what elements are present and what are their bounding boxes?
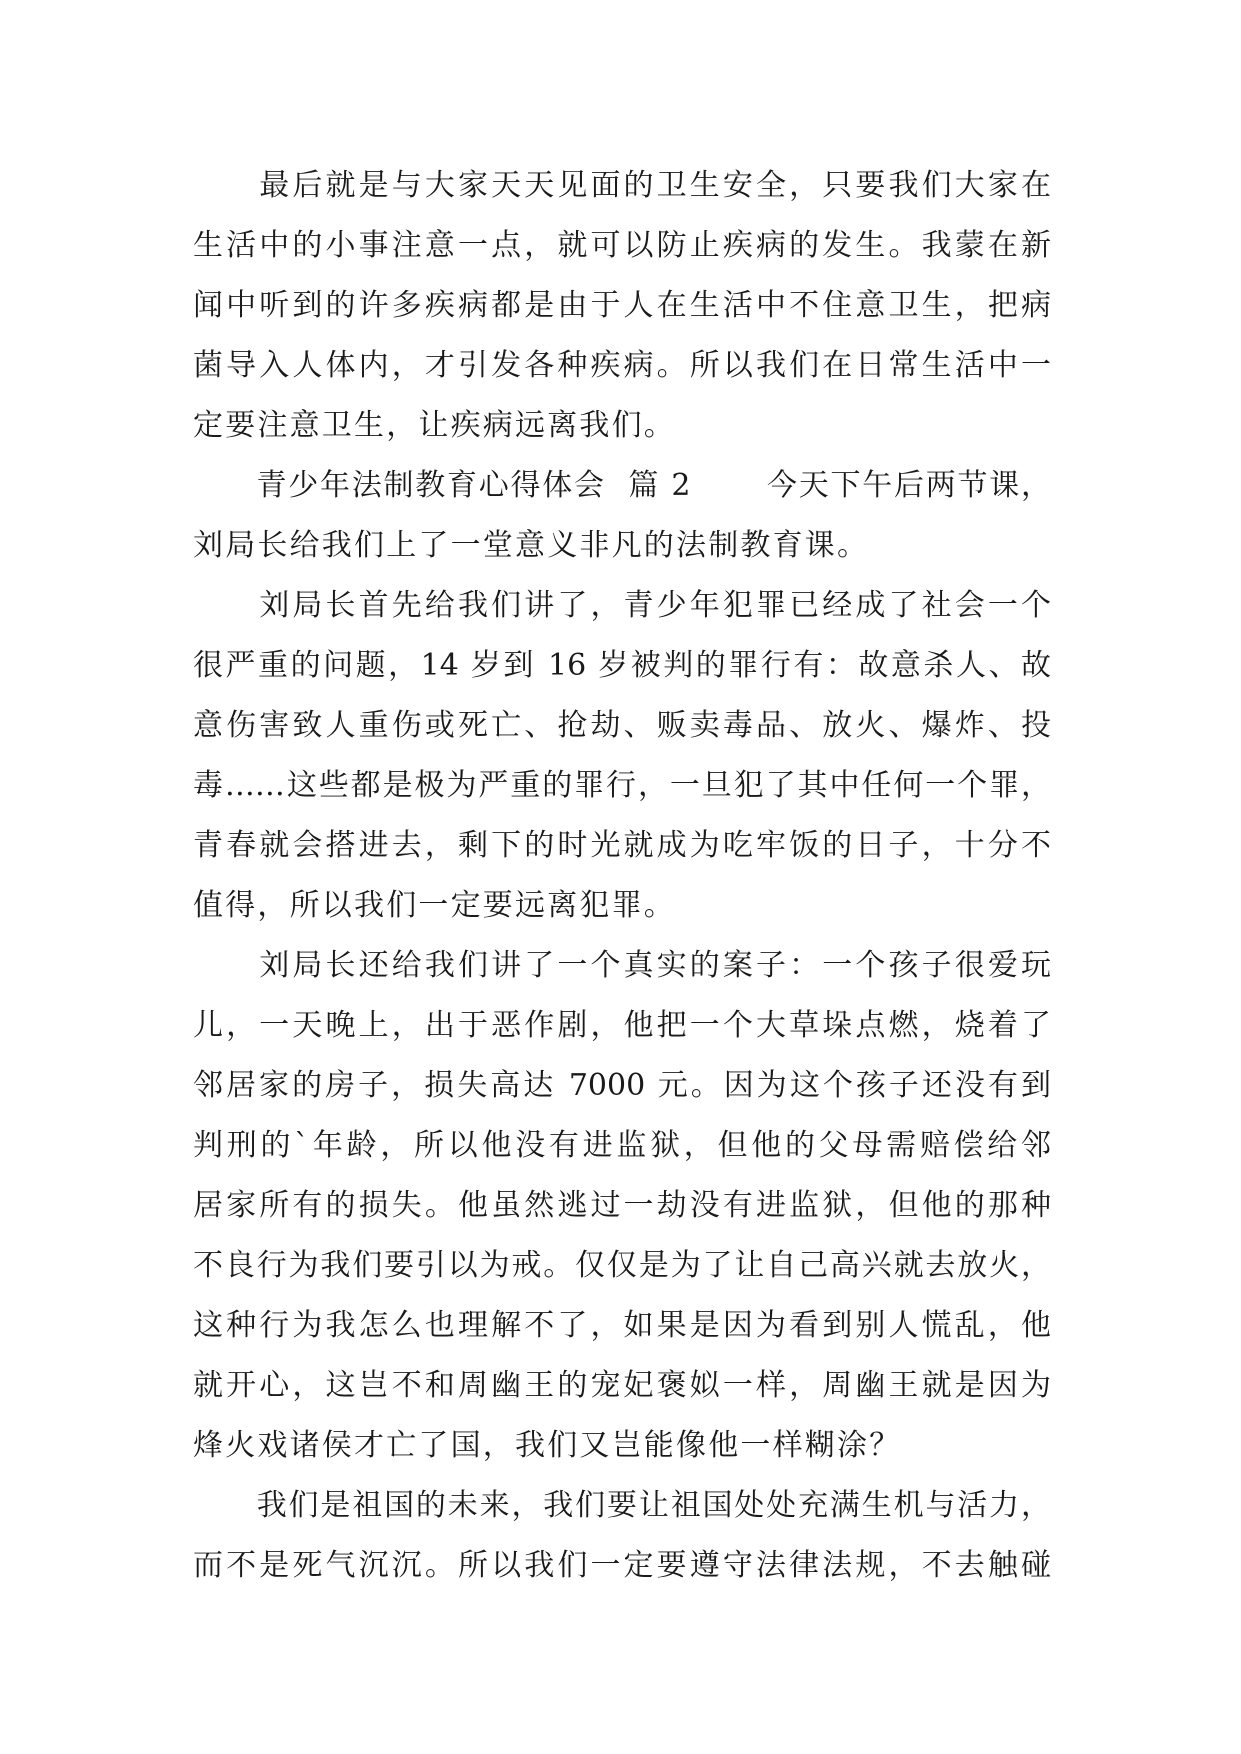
text-line: 居家所有的损失。他虽然逃过一劫没有进监狱，但他的那种	[193, 1188, 1051, 1223]
text-line: 青春就会搭进去，剩下的时光就成为吃牢饭的日子，十分不	[193, 828, 1051, 863]
text-line: 最后就是与大家天天见面的卫生安全，只要我们大家在	[193, 168, 1051, 203]
text-line: 毒……这些都是极为严重的罪行，一旦犯了其中任何一个罪，	[193, 768, 1051, 803]
text-line: 闻中听到的许多疾病都是由于人在生活中不住意卫生，把病	[193, 288, 1051, 323]
text-line: 刘局长还给我们讲了一个真实的案子：一个孩子很爱玩	[193, 948, 1051, 983]
text-line: 不良行为我们要引以为戒。仅仅是为了让自己高兴就去放火，	[193, 1248, 1051, 1283]
text-line: 刘局长首先给我们讲了，青少年犯罪已经成了社会一个	[193, 588, 1051, 623]
text-line: 意伤害致人重伤或死亡、抢劫、贩卖毒品、放火、爆炸、投	[193, 708, 1051, 743]
text-line: 刘局长给我们上了一堂意义非凡的法制教育课。	[193, 528, 870, 563]
text-line: 判刑的`年龄，所以他没有进监狱，但他的父母需赔偿给邻	[193, 1128, 1051, 1163]
text-line: 值得，所以我们一定要远离犯罪。	[193, 888, 676, 923]
text-line: 邻居家的房子，损失高达 7000 元。因为这个孩子还没有到	[193, 1068, 1051, 1103]
text-line: 这种行为我怎么也理解不了，如果是因为看到别人慌乱，他	[193, 1308, 1051, 1343]
text-line: 儿，一天晚上，出于恶作剧，他把一个大草垛点燃，烧着了	[193, 1008, 1051, 1043]
text-line: 菌导入人体内，才引发各种疾病。所以我们在日常生活中一	[193, 348, 1051, 383]
text-line: 我们是祖国的未来，我们要让祖国处处充满生机与活力，	[193, 1488, 1051, 1523]
body-text	[193, 156, 1051, 1596]
text-line: 很严重的问题，14 岁到 16 岁被判的罪行有：故意杀人、故	[193, 648, 1051, 683]
text-line: 烽火戏诸侯才亡了国，我们又岂能像他一样糊涂？	[193, 1428, 902, 1463]
text-line: 定要注意卫生，让疾病远离我们。	[193, 408, 676, 443]
text-line: 就开心，这岂不和周幽王的宠妃褒姒一样，周幽王就是因为	[193, 1368, 1051, 1403]
section-heading-line: 青少年法制教育心得体会 篇 2 今天下午后两节课，	[193, 468, 1051, 503]
text-line: 生活中的小事注意一点，就可以防止疾病的发生。我蒙在新	[193, 228, 1051, 263]
text-line: 而不是死气沉沉。所以我们一定要遵守法律法规，不去触碰	[193, 1548, 1051, 1583]
